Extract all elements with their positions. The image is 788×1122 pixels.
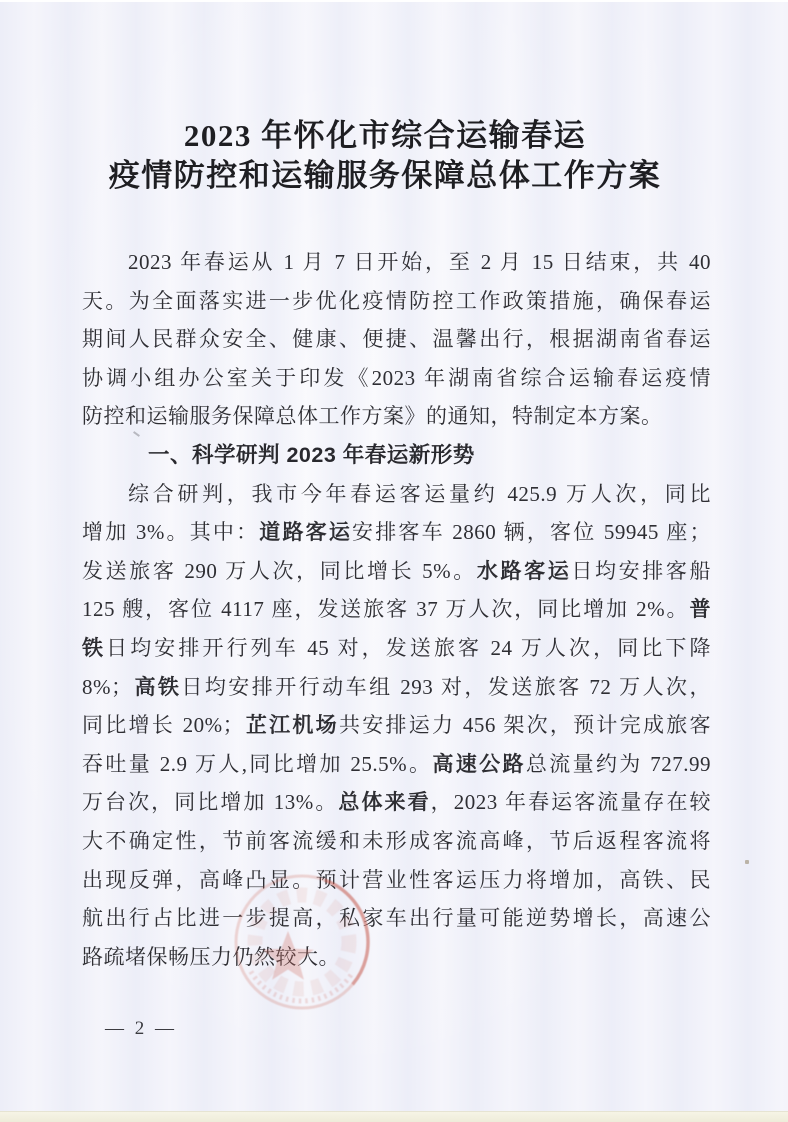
text-line	[82, 861, 711, 900]
text-line	[82, 899, 711, 938]
body-text-segment: 协调小组办公室关于印发《2023 年湖南省综合运输春运疫情	[82, 365, 711, 390]
text-line	[82, 243, 711, 282]
text-line	[82, 745, 711, 784]
text-line	[82, 397, 711, 436]
body-text-segment: 路疏堵保畅压力仍然较大。	[82, 944, 340, 969]
body-text-segment: 防控和运输服务保障总体工作方案》的通知，特制定本方案。	[82, 404, 663, 429]
text-line	[82, 320, 711, 359]
body-text-segment: 日均安排开行列车 45 对，发送旅客 24 万人次，同比下降	[106, 635, 712, 660]
body-text-segment: 8%；	[82, 674, 133, 699]
body-text-segment: 2023 年春运从 1 月 7 日开始，至 2 月 15 日结束，共 40	[128, 250, 711, 274]
body-text-segment: 天。为全面落实进一步优化疫情防控工作政策措施，确保春运	[82, 288, 711, 313]
emphasized-text: 高铁	[132, 675, 182, 699]
body-text-segment: 航出行占比进一步提高，私家车出行量可能逆势增长，高速公	[82, 906, 711, 931]
emphasized-text: 总体来看	[338, 791, 431, 815]
text-line	[82, 590, 711, 629]
scan-edge-strip	[0, 1111, 788, 1122]
text-line	[82, 282, 711, 321]
body-text-segment: 期间人民群众安全、健康、便捷、温馨出行，根据湖南省春运	[82, 327, 711, 352]
emphasized-text: 普	[689, 598, 711, 622]
scan-speck-artifact	[745, 860, 749, 864]
body-text-segment: 日均安排开行动车组 293 对，发送旅客 72 万人次，	[181, 674, 712, 699]
text-line	[82, 552, 711, 591]
body-text-segment: 万台次，同比增加 13%。	[82, 790, 339, 815]
section-heading	[82, 436, 711, 475]
emphasized-text: 高速公路	[432, 752, 526, 776]
text-line	[82, 359, 711, 398]
text-line	[82, 938, 711, 977]
scan-top-edge	[0, 0, 788, 2]
text-line	[82, 629, 711, 668]
emphasized-text: 一、科学研判 2023 年春运新形势	[148, 442, 475, 467]
title-line-2: 疫情防控和运输服务保障总体工作方案	[108, 158, 662, 193]
document-body	[82, 243, 711, 976]
body-text-segment: 综合研判，我市今年春运客运量约 425.9 万人次，同比	[128, 481, 711, 506]
body-text-segment: 安排客车 2860 辆，客位 59945 座；	[352, 520, 712, 545]
official-seal-stamp	[217, 857, 387, 1027]
body-text-segment: 共安排运力 456 架次，预计完成旅客	[338, 713, 712, 738]
emphasized-text: 水路客运	[476, 559, 572, 583]
document-title	[0, 116, 770, 196]
body-text-segment: 大不确定性，节前客流缓和未形成客流高峰，节后返程客流将	[82, 828, 711, 853]
page-number: — 2 —	[105, 1018, 177, 1039]
text-line	[82, 706, 711, 745]
body-text-segment: 增加 3%。其中：	[82, 520, 260, 545]
body-text-segment: 出现反弹，高峰凸显。预计营业性客运压力将增加，高铁、民	[82, 867, 711, 892]
emphasized-text: 铁	[82, 636, 107, 660]
body-text-segment: ，2023 年春运客流量存在较	[430, 790, 712, 815]
body-text-segment: 吞吐量 2.9 万人,同比增加 25.5%。	[82, 751, 433, 776]
body-text-segment: 总流量约为 727.99	[525, 751, 712, 776]
body-text-segment: 125 艘，客位 4117 座，发送旅客 37 万人次，同比增加 2%。	[82, 597, 690, 622]
emphasized-text: 芷江机场	[244, 714, 339, 738]
title-line-1: 2023 年怀化市综合运输春运	[183, 118, 587, 153]
body-text-segment: 发送旅客 290 万人次，同比增长 5%。	[82, 558, 477, 583]
body-text-segment: 同比增长 20%；	[82, 713, 245, 738]
body-text-segment: 日均安排客船	[571, 558, 711, 583]
text-line	[82, 783, 711, 822]
text-line	[82, 513, 711, 552]
text-line	[82, 668, 711, 707]
emphasized-text: 道路客运	[259, 521, 353, 545]
text-line	[82, 475, 711, 514]
text-line	[82, 822, 711, 861]
